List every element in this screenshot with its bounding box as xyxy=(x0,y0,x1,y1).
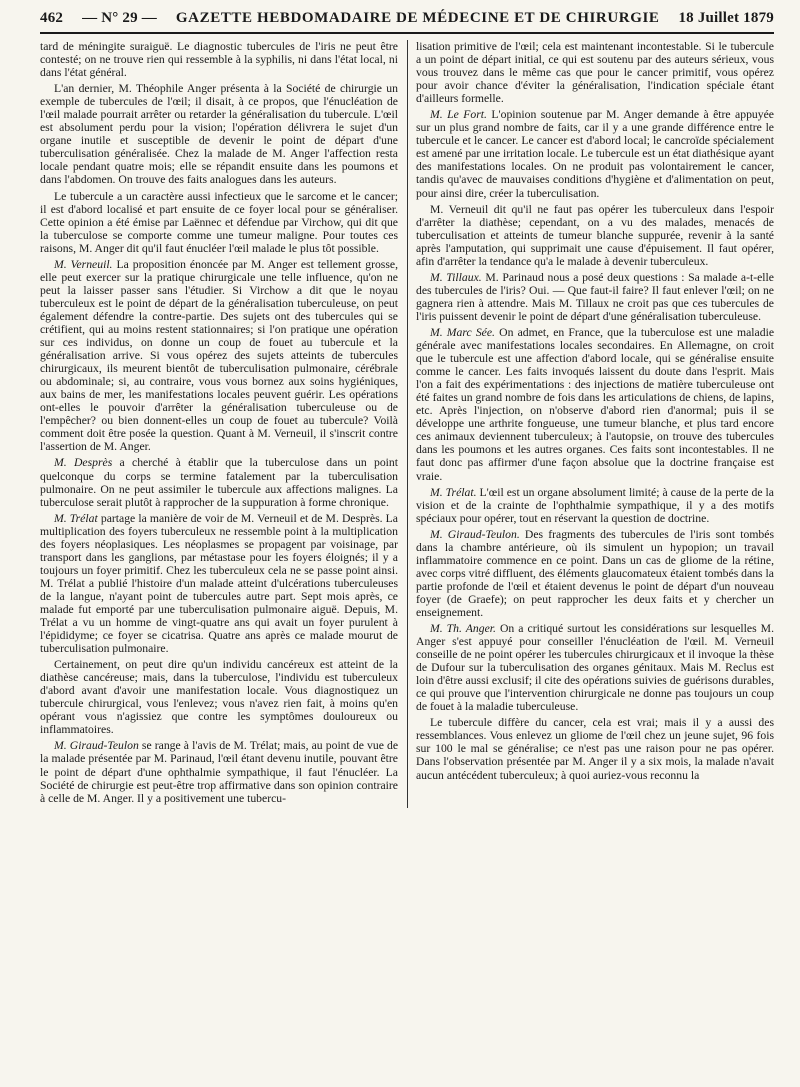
page-number: 462 xyxy=(40,10,64,26)
text-columns xyxy=(40,40,774,808)
paragraph xyxy=(416,326,774,483)
paragraph xyxy=(40,739,398,804)
paragraph-text: Le tubercule a un caractère aussi infectieux que le sarcome et le cancer; il est d'abord localisé et part ensuite de ce foyer local pour se généraliser. Cette opinion a été émise par Laënnec et défendue par Virchow, qui dit que la tuberculose se comporte comme une tumeur maligne. Pour toutes ces raisons, M. Anger dit qu'il faut énucléer l'œil malade le plus tôt possible. xyxy=(40,189,398,255)
journal-title: GAZETTE HEBDOMADAIRE DE MÉDECINE ET DE CHIRURGIE xyxy=(175,10,660,26)
paragraph xyxy=(416,528,774,619)
paragraph-text: se range à l'avis de M. Trélat; mais, au point de vue de la malade présentée par M. Parinaud, l'œil étant devenu inutile, pouvant être le point de départ d'une ophthalmie sympathique, il faut l'énucléer. La Société de chirurgie est peut-être trop affirmative dans son opinion contraire à celle de M. Anger. Il y a positivement une tubercu- xyxy=(40,739,399,805)
speaker-name: M. Trélat xyxy=(54,511,98,525)
paragraph-text: On admet, en France, que la tuberculose est une maladie générale avec manifestations locales secondaires. En Allemagne, on croit que le tubercule est une affection d'abord locale, qui se généralise ensuite comme le cancer. Les faits invoqués laissent du doute dans l'esprit. Mais l'on a fait des expérimentations : des injections de matière tuberculeuse ont été faites un grand nombre de fois dans les articulations de chiens, de lapins, etc. Après l'injection, on n'observe d'abord rien d'anormal; puis il se développe une arthrite fongueuse, une tumeur blanche, et plus tard encore ces animaux deviennent tuberculeux; à l'autopsie, on trouve des tubercules dans les poumons et les autres organes. Ces faits sont incontestables. Il ne faut donc pas affirmer d'une façon absolue que la doctrine française est vraie. xyxy=(416,325,775,483)
paragraph xyxy=(416,108,774,199)
speaker-name: M. Desprès xyxy=(54,456,113,470)
paragraph xyxy=(40,658,398,736)
speaker-name: M. Tillaux. xyxy=(430,270,482,284)
paragraph-text: L'œil est un organe absolument limité; à cause de la perte de la vision et de la crainte de l'ophthalmie sympathique, il y a des motifs spéciaux pour opérer, tout en réservant la question de doctrine. xyxy=(416,485,774,525)
paragraph xyxy=(416,203,774,268)
paragraph xyxy=(40,258,398,454)
speaker-name: M. Verneuil. xyxy=(54,257,113,271)
paragraph-text: tard de méningite suraiguë. Le diagnostic tubercules de l'iris ne peut être contesté; on ne trouve rien qui ressemble à la syphilis, ni dans l'état local, ni dans l'état général. xyxy=(40,40,398,80)
paragraph-text: Certainement, on peut dire qu'un individu cancéreux est atteint de la diathèse cancéreuse; mais, dans la tuberculose, l'individu est tuberculeux d'abord avant d'avoir une manifestation locale. Vous diagnostiquez un tubercule chirurgical, vous l'enlevez; vous n'avez rien fait, à moins qu'en opérant vous n'agissiez que contre les symptômes douloureux ou inflammatoires. xyxy=(40,658,398,737)
paragraph xyxy=(416,40,774,105)
paragraph-text: La proposition énoncée par M. Anger est tellement grosse, elle peut exercer sur la pratique chirurgicale une telle influence, qu'on ne peut la laisser passer sans l'étudier. Si Virchow a dit que le noyau tuberculeux est le point de départ de la généralisation tuberculeuse, on peut également défendre la contre-partie. Des sujets ont des tubercules qui se crétifient, qui au moins restent stationnaires; si l'on pratique une opération sur ces individus, on donne un coup de fouet au tubercule et la généralisation arrive. Si vous opérez des sujets atteints de tubercules chirurgicaux, ils meurent bientôt de tuberculisation pulmonaire, cérébrale ou abdominale; si, au contraire, vous vous bornez aux soins hygiéniques, aux bains de mer, les manifestations locales peuvent guérir. Les opérations ont-elles le pouvoir d'arrêter la généralisation tuberculeuse ou de l'empêcher? ou bien donnent-elles un coup de fouet au tubercule? Voilà comment doit être posée la question. Quant à M. Verneuil, il s'inscrit contre l'assertion de M. Anger. xyxy=(40,257,399,454)
paragraph-text: partage la manière de voir de M. Verneuil et de M. Desprès. La multiplication des foyers tuberculeux ne ressemble point à la multiplication des foyers néoplasiques. Les néoplasmes se propagent par voisinage, par transport dans les ganglions, par métastase pour les foyers éloignés; il y a toujours un foyer primitif. Chez les tuberculeux cela ne se passe point ainsi. M. Trélat a publié l'histoire d'un malade atteint d'ulcérations tuberculeuses de la langue, n'ayant point de tubercules autre part. Sept mois après, ce malade fut emporté par une tuberculisation pulmonaire aiguë. Depuis, M. Trélat a vu un homme de vingt-quatre ans qui avait un foyer purulent à l'épididyme; ce foyer se cicatrisa. Quatre ans après ce malade mourut de tuberculisation pulmonaire. xyxy=(40,511,398,656)
paragraph xyxy=(40,512,398,656)
speaker-name: M. Giraud-Teulon. xyxy=(430,527,520,541)
speaker-name: M. Th. Anger. xyxy=(430,622,496,636)
paragraph xyxy=(416,486,774,525)
left-column xyxy=(40,40,398,808)
issue-number: — N° 29 — xyxy=(82,10,157,26)
speaker-name: M. Le Fort. xyxy=(430,108,487,122)
issue-date: 18 Juillet 1879 xyxy=(678,10,774,26)
paragraph-text: L'opinion soutenue par M. Anger demande à être appuyée sur un plus grand nombre de faits, car il y a une grande différence entre le tubercule et le cancer. Le cancer est d'abord local; le cancroïde spécialement est amené par une irritation locale. Le tubercule est un état diathésique ayant des manifestations locales. On ne produit pas volontairement le cancer, tandis qu'avec de mauvaises conditions d'hygiène et d'alimentation on peut, pour ainsi dire, créer la tuberculisation. xyxy=(416,108,774,200)
paragraph xyxy=(40,40,398,79)
paragraph xyxy=(416,271,774,323)
paragraph-text: Des fragments des tubercules de l'iris sont tombés dans la chambre antérieure, où ils simulent un hypopion; un travail inflammatoire commence en ce point. Dans un cas de gliome de la rétine, avec corps vitré diffluent, des éléments glaucomateux étaient tombés dans la partie profonde de l'œil et étaient devenus le point de départ d'un nouveau foyer (de Graefe); on peut rapprocher les deux faits et y chercher un enseignement. xyxy=(416,527,774,619)
paragraph-text: On a critiqué surtout les considérations sur lesquelles M. Anger s'est appuyé pour conseiller l'énucléation de l'œil. M. Verneuil conseille de ne point opérer les tubercules chirurgicaux et il invoque la thèse de Dufour sur la tuberculisation des organes génitaux. Mais M. Reclus est loin d'être aussi exclusif; il cite des opérations suivies de guérisons durables, ce qui prouve que l'intervention chirurgicale ne donne pas toujours un coup de fouet à la maladie tuberculeuse. xyxy=(416,622,774,714)
paragraph xyxy=(40,82,398,186)
paragraph xyxy=(40,456,398,508)
paragraph-text: lisation primitive de l'œil; cela est maintenant incontestable. Si le tubercule a un point de départ initial, ce qui est soutenu par des auteurs sérieux, vous vous trouvez dans le même cas que pour le cancer primitif, vous opérez pour avoir chance d'éviter la généralisation, l'indication spéciale étant d'ailleurs formelle. xyxy=(416,40,774,106)
paragraph-text: M. Parinaud nous a posé deux questions : Sa malade a-t-elle des tubercules de l'iris? Oui. — Que faut-il faire? Il faut enlever l'œil; on ne gagnera rien à attendre. Mais M. Tillaux ne croit pas que ces tubercules de l'iris puissent devenir le point de départ d'une généralisation tuberculeuse. xyxy=(416,270,774,323)
paragraph-text: M. Verneuil dit qu'il ne faut pas opérer les tuberculeux dans l'espoir d'arrêter la diathèse; cependant, on a vu des malades, menacés de tuberculisation et atteints de tumeur blanche suppurée, revenir à la santé après l'amputation, qui supprimait une cause d'épuisement. Il faut opérer, afin d'arrêter la tendance qu'a le malade à devenir tuberculeux. xyxy=(416,202,774,268)
speaker-name: M. Marc Sée. xyxy=(430,325,495,339)
paragraph xyxy=(416,622,774,713)
paragraph-text: a cherché à établir que la tuberculose dans un point quelconque du corps se termine fatalement par la tuberculisation pulmonaire. On ne peut assimiler le tubercule aux affections malignes. La tuberculose serait plutôt à rapprocher de la suppuration à forme chronique. xyxy=(40,456,399,509)
speaker-name: M. Trélat. xyxy=(430,485,477,499)
paragraph xyxy=(40,190,398,255)
paragraph-text: L'an dernier, M. Théophile Anger présenta à la Société de chirurgie un exemple de tubercules de l'œil; il disait, à ce propos, que l'énucléation de l'œil malade pourrait arrêter ou retarder la généralisation du tubercule. L'œil est absolument perdu pour la vision; l'opération délivrera le sujet d'un organe inutile et susceptible de devenir le point de départ d'une tuberculisation généralisée. Chez la malade de M. Anger l'affection resta locale pendant quatre mois; elle se répandit ensuite dans les poumons et dans l'abdomen. On trouve des faits analogues dans les auteurs. xyxy=(40,82,398,187)
right-column xyxy=(416,40,774,808)
speaker-name: M. Giraud-Teulon xyxy=(54,739,139,753)
running-header xyxy=(40,10,774,34)
paragraph xyxy=(416,716,774,781)
paragraph-text: Le tubercule diffère du cancer, cela est vrai; mais il y a aussi des ressemblances. Vous enlevez un gliome de l'œil chez un jeune sujet, 96 fois sur 100 le mal se généralise; ce n'est pas une raison pour ne pas opérer. Dans l'observation présentée par M. Anger il y a six mois, la malade n'avait aucun antécédent tuberculeux; à quoi auriez-vous reconnu la xyxy=(416,716,774,782)
column-divider xyxy=(407,40,408,808)
